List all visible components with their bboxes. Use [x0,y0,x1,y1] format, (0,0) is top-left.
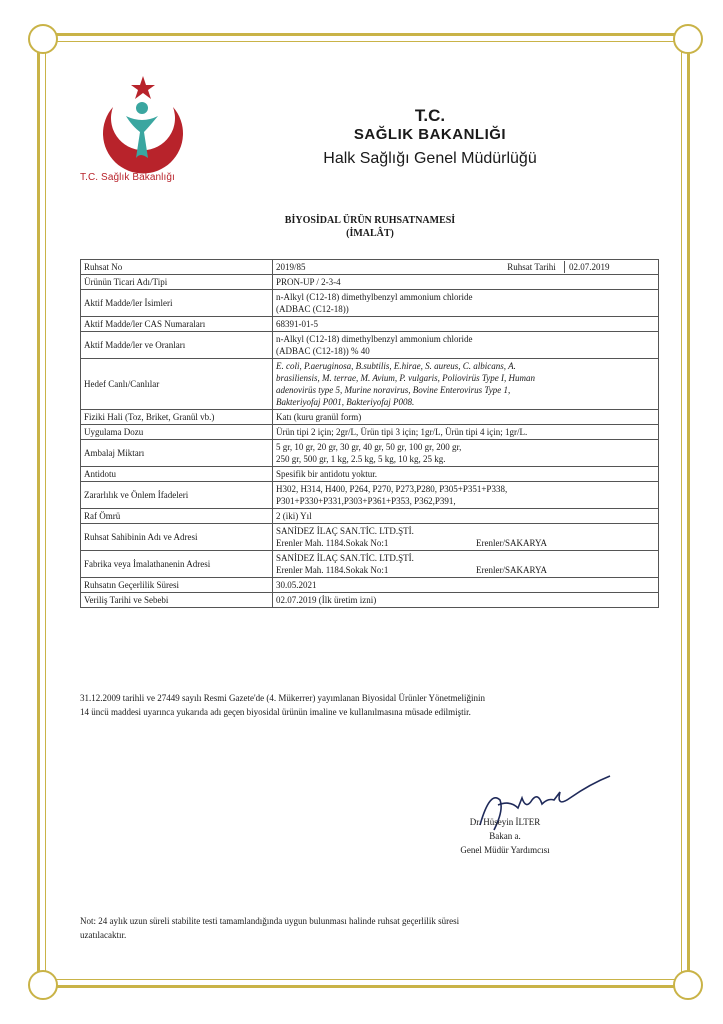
table-row [81,551,659,578]
value-aktif-isim-1: n-Alkyl (C12-18) dimethylbenzyl ammonium chloride [276,292,473,302]
signatory-title-1: Bakan a. [489,831,521,841]
label-doz: Uygulama Dozu [81,425,273,440]
label-ambalaj: Ambalaj Miktarı [81,440,273,467]
table-row [81,509,659,524]
label-cas: Aktif Madde/ler CAS Numaraları [81,317,273,332]
value-hedef-1: E. coli, P.aeruginosa, B.subtilis, E.hirae, S. aureus, C. albicans, A. [276,361,516,371]
table-row [81,593,659,608]
value-cell [273,524,659,551]
value-aktif-isim-2: (ADBAC (C12-18)) [276,304,349,314]
value-hedef-4: Bakteriyofaj P001, Bakteriyofaj P008. [276,397,415,407]
footer-line-2: uzatılacaktır. [80,930,127,940]
label-fiziki: Fiziki Hali (Toz, Briket, Granül vb.) [81,410,273,425]
frame-corner-ornament [673,24,703,54]
value-ruhsat-no: 2019/85 [276,262,306,272]
table-row [81,359,659,410]
table-row [81,524,659,551]
signatory-title-2: Genel Müdür Yardımcısı [460,845,550,855]
value-ticari-adi: PRON-UP / 2-3-4 [273,275,659,290]
value-oran-2: (ADBAC (C12-18)) % 40 [276,346,370,356]
value-raf: 2 (iki) Yıl [273,509,659,524]
value-oran-1: n-Alkyl (C12-18) dimethylbenzyl ammonium chloride [276,334,473,344]
header-directorate: Halk Sağlığı Genel Müdürlüğü [323,150,537,167]
value-hedef-3: adenovirüs type 5, Murine noravirus, Bovine Enterovirus Type 1, [276,385,511,395]
signatory-name: Dr. Hüseyin İLTER [469,817,541,827]
label-aktif-isim: Aktif Madde/ler İsimleri [81,290,273,317]
label-ticari-adi: Ürünün Ticari Adı/Tipi [81,275,273,290]
value-cell [273,290,659,317]
label-raf: Raf Ömrü [81,509,273,524]
value-doz: Ürün tipi 2 için; 2gr/L, Ürün tipi 3 için; 1gr/L, Ürün tipi 4 için; 1gr/L. [273,425,659,440]
table-row [81,425,659,440]
table-row [81,482,659,509]
value-sahip-3: Erenler/SAKARYA [476,538,547,548]
approval-line-1: 31.12.2009 tarihli ve 27449 sayılı Resmi Gazete'de (4. Mükerrer) yayımlanan Biyosidal Ürünler Yönetmeliğinin [80,693,485,703]
label-gecerlilik: Ruhsatın Geçerlilik Süresi [81,578,273,593]
label-sahip: Ruhsat Sahibinin Adı ve Adresi [81,524,273,551]
approval-paragraph [80,691,655,719]
label-antidot: Antidotu [81,467,273,482]
value-ambalaj-1: 5 gr, 10 gr, 20 gr, 30 gr, 40 gr, 50 gr, 100 gr, 200 gr, [276,442,462,452]
table-row [81,332,659,359]
frame-corner-ornament [28,24,58,54]
value-fabrika-2: Erenler Mah. 1184.Sokak No:1 [276,565,389,575]
frame-corner-ornament [673,970,703,1000]
value-ruhsat-tarihi: 02.07.2019 [564,261,655,273]
logo-caption: T.C. Sağlık Bakanlığı [80,172,175,183]
table-row [81,467,659,482]
value-hedef-2: brasiliensis, M. terrae, M. Avium, P. vulgaris, Poliovirüs Type I, Human [276,373,535,383]
label-ruhsat-no: Ruhsat No [81,260,273,275]
table-row [81,440,659,467]
value-cell [273,440,659,467]
value-zarar-2: P301+P330+P331,P303+P361+P353, P362,P391, [276,496,456,506]
signature-block [430,815,580,857]
value-cell [273,332,659,359]
label-verilis: Veriliş Tarihi ve Sebebi [81,593,273,608]
value-cell [273,260,659,275]
value-sahip-1: SANİDEZ İLAÇ SAN.TİC. LTD.ŞTİ. [276,526,414,536]
table-row [81,317,659,332]
approval-line-2: 14 üncü maddesi uyarınca yukarıda adı geçen biyosidal ürünün imaline ve kullanılmasına müsade edilmiştir. [80,707,471,717]
value-cas: 68391-01-5 [273,317,659,332]
header-ministry: SAĞLIK BAKANLIĞI [353,126,507,143]
label-ruhsat-tarihi: Ruhsat Tarihi [507,262,556,272]
value-fabrika-3: Erenler/SAKARYA [476,565,547,575]
label-hedef: Hedef Canlı/Canlılar [81,359,273,410]
value-gecerlilik: 30.05.2021 [273,578,659,593]
value-antidot: Spesifik bir antidotu yoktur. [273,467,659,482]
document-title: BİYOSİDAL ÜRÜN RUHSATNAMESİ [284,215,456,226]
license-table [80,259,659,608]
value-fiziki: Katı (kuru granül form) [273,410,659,425]
value-cell [273,482,659,509]
frame-corner-ornament [28,970,58,1000]
value-fabrika-1: SANİDEZ İLAÇ SAN.TİC. LTD.ŞTİ. [276,553,414,563]
label-zarar: Zararlılık ve Önlem İfadeleri [81,482,273,509]
value-ambalaj-2: 250 gr, 500 gr, 1 kg, 2.5 kg, 5 kg, 10 kg, 25 kg. [276,454,446,464]
value-cell [273,359,659,410]
label-fabrika: Fabrika veya İmalathanenin Adresi [81,551,273,578]
table-row [81,260,659,275]
value-sahip-2: Erenler Mah. 1184.Sokak No:1 [276,538,389,548]
value-cell [273,551,659,578]
ministry-logo [78,72,198,182]
table-row [81,410,659,425]
table-row [81,290,659,317]
table-row [81,275,659,290]
footer-line-1: Not: 24 aylık uzun süreli stabilite testi tamamlandığında uygun bulunması halinde ruhsat geçerlilik süresi [80,916,460,926]
document-subtitle: (İMALÂT) [346,228,394,239]
label-oran: Aktif Madde/ler ve Oranları [81,332,273,359]
value-zarar-1: H302, H314, H400, P264, P270, P273,P280, P305+P351+P338, [276,484,508,494]
footer-note [80,914,655,942]
table-row [81,578,659,593]
value-verilis: 02.07.2019 (İlk üretim izni) [273,593,659,608]
header-tc: T.C. [414,106,446,125]
